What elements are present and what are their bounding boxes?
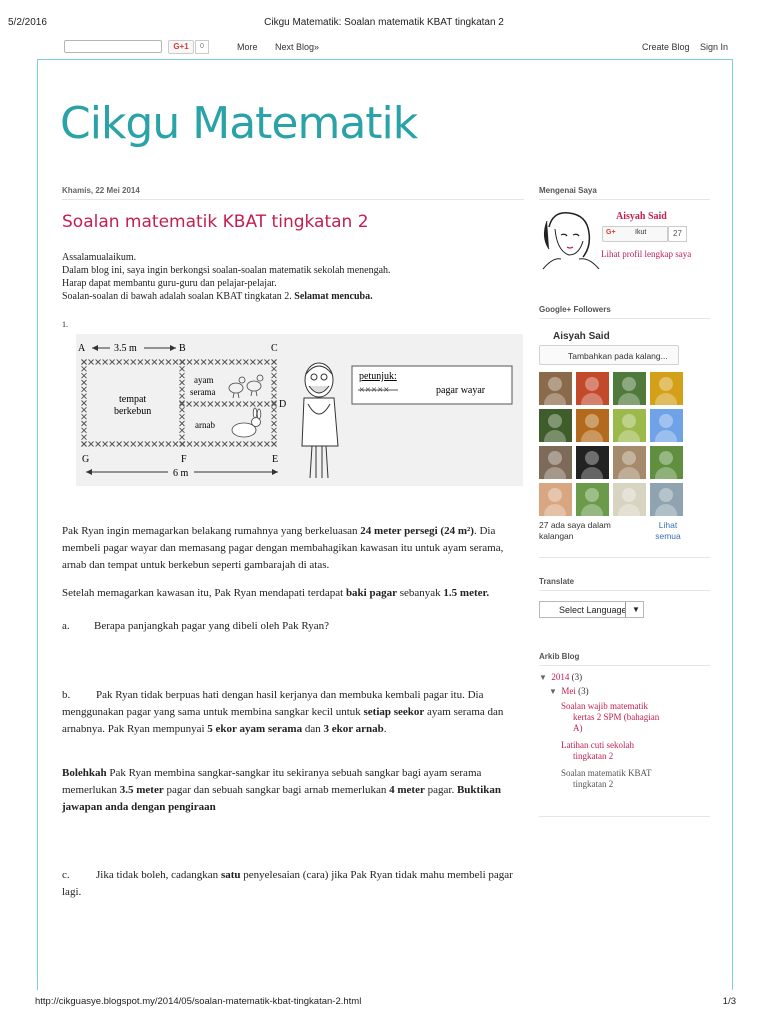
fence-mark: [257, 360, 262, 365]
print-page-number: 1/3: [722, 996, 736, 1007]
fence-mark: [138, 442, 143, 447]
question-b: [62, 687, 522, 738]
gplus-icon: G+: [606, 229, 616, 236]
fence-mark: [82, 407, 87, 412]
follower-avatar[interactable]: [613, 372, 646, 405]
divider: [539, 590, 710, 591]
fence-mark: [145, 360, 150, 365]
fence-mark: [272, 360, 277, 365]
text: pagar.: [424, 784, 457, 796]
divider: [539, 199, 710, 200]
avatar-head-icon: [548, 414, 562, 428]
fence-mark: [236, 360, 241, 365]
region-rabbit: arnab: [195, 420, 215, 430]
fence-mark: [222, 442, 227, 447]
gplus-count: 0: [195, 40, 209, 54]
avatar-head-icon: [585, 451, 599, 465]
divider: [539, 318, 710, 319]
question-label: a.: [62, 620, 70, 632]
text-bold: satu: [220, 869, 241, 881]
intro-bold: Selamat mencuba.: [294, 291, 373, 302]
print-page-title: Cikgu Matematik: Soalan matematik KBAT tingkatan 2: [264, 17, 504, 28]
fence-mark: [110, 442, 115, 447]
fence-mark: [89, 360, 94, 365]
question-number: 1.: [62, 320, 68, 329]
fence-mark: [229, 442, 234, 447]
arrowhead: [272, 469, 278, 475]
text: Pak Ryan membina sangkar-sangkar itu sekiranya sebuah sangkar bagi ayam serama memerlukan: [62, 767, 482, 796]
fence-mark: [180, 360, 185, 365]
fence-mark: [257, 402, 262, 407]
fence-mark: [96, 360, 101, 365]
archive-year-label: 2014: [551, 672, 570, 682]
paragraph-1: [62, 523, 522, 574]
fence-mark: [166, 360, 171, 365]
fence-mark: [159, 360, 164, 365]
blogger-navbar: [60, 37, 740, 57]
text: Pak Ryan ingin memagarkan belakang rumahnya yang berkeluasan: [62, 525, 361, 537]
fence-mark: [110, 360, 115, 365]
fence-mark: [180, 442, 185, 447]
avatar-head-icon: [659, 488, 673, 502]
followers-heading: Google+ Followers: [539, 305, 611, 314]
avatar-head-icon: [659, 451, 673, 465]
fence-mark: [208, 360, 213, 365]
text-bold: baki pagar: [345, 587, 397, 599]
fence-mark: [215, 402, 220, 407]
follower-avatar[interactable]: [539, 372, 572, 405]
text-bold: 3.5 meter: [119, 784, 164, 796]
fence-mark: [82, 387, 87, 392]
fence-mark: [194, 402, 199, 407]
fence-mark: [215, 360, 220, 365]
archive-post-line: Soalan wajib matematik: [561, 701, 648, 711]
fence-mark: [82, 366, 87, 371]
follower-avatar[interactable]: [613, 446, 646, 479]
fence-mark: [272, 414, 277, 419]
avatar-head-icon: [622, 451, 636, 465]
avatar-head-icon: [585, 488, 599, 502]
fence-mark: [215, 442, 220, 447]
follower-avatar[interactable]: [539, 446, 572, 479]
fence-mark: [180, 421, 185, 426]
fence-mark: [180, 366, 185, 371]
text: dan: [302, 723, 324, 735]
print-url: http://cikguasye.blogspot.my/2014/05/soalan-matematik-kbat-tingkatan-2.html: [35, 996, 362, 1007]
archive-post-line: Soalan matematik KBAT: [561, 768, 652, 778]
label-f: F: [181, 454, 187, 465]
fence-mark: [131, 360, 136, 365]
region-chicken: ayam: [194, 375, 214, 385]
fence-mark: [229, 402, 234, 407]
follower-avatar[interactable]: [650, 483, 683, 516]
divider: [62, 199, 524, 200]
text: .: [383, 723, 387, 735]
fence-mark: [180, 414, 185, 419]
fence-mark: [159, 442, 164, 447]
follower-avatar[interactable]: [650, 372, 683, 405]
arrowhead: [170, 345, 176, 351]
fence-mark: [138, 360, 143, 365]
archive-post-link[interactable]: [561, 768, 651, 790]
avatar-head-icon: [585, 377, 599, 391]
follow-label: Ikut: [635, 229, 647, 236]
sign-in-link[interactable]: Sign In: [700, 42, 729, 52]
avatar-head-icon: [548, 377, 562, 391]
region-garden: tempat: [119, 394, 147, 405]
avatar-head-icon: [659, 414, 673, 428]
fence-mark: [82, 435, 87, 440]
fence-mark: [243, 442, 248, 447]
rabbit-icon: [232, 408, 261, 437]
fence-mark: [194, 360, 199, 365]
fence-mark: [272, 380, 277, 385]
avatar-head-icon: [622, 488, 636, 502]
language-select[interactable]: [539, 601, 644, 618]
fence-mark: [229, 360, 234, 365]
follower-avatar[interactable]: [613, 409, 646, 442]
archive-heading: Arkib Blog: [539, 652, 580, 661]
fence-mark: [201, 360, 206, 365]
arrowhead: [86, 469, 92, 475]
fence-mark: [272, 387, 277, 392]
fence-mark: [272, 435, 277, 440]
fence-mark: [264, 442, 269, 447]
fence-diagram: [76, 334, 523, 486]
label-g: G: [82, 454, 90, 465]
text: ayam serama dan arnabnya. Pak Ryan mempunyai: [62, 706, 504, 735]
text: Setelah memagarkan kawasan itu, Pak Ryan mendapati terdapat: [62, 587, 346, 599]
follow-button[interactable]: [602, 226, 668, 242]
fence-mark: [272, 394, 277, 399]
fence-mark: [96, 442, 101, 447]
translate-heading: Translate: [539, 577, 575, 586]
intro-line: Dalam blog ini, saya ingin berkongsi soalan-soalan matematik sekolah menengah.: [62, 265, 391, 276]
fence-mark: [236, 442, 241, 447]
text-bold: 3 ekor arnab: [323, 723, 384, 735]
expand-arrow-icon: ▼: [539, 673, 547, 682]
followers-name[interactable]: Aisyah Said: [553, 331, 610, 342]
avatar-head-icon: [659, 377, 673, 391]
text-bold: 4 meter: [389, 784, 425, 796]
fence-mark: [272, 402, 277, 407]
post-title[interactable]: Soalan matematik KBAT tingkatan 2: [62, 212, 369, 232]
fence-mark: [264, 360, 269, 365]
archive-year[interactable]: [539, 672, 582, 682]
text-bold: 24 meter persegi (24 m²): [360, 525, 474, 537]
fence-mark: [272, 428, 277, 433]
divider: [539, 816, 710, 817]
avatar-head-icon: [622, 414, 636, 428]
archive-post-line: A): [573, 723, 583, 733]
text: sebanyak: [396, 587, 444, 599]
fence-mark: [180, 428, 185, 433]
fence-mark: [236, 402, 241, 407]
fence-mark: [152, 360, 157, 365]
fence-mark: [208, 402, 213, 407]
fence-mark: [272, 366, 277, 371]
fence-mark: [272, 407, 277, 412]
blog-title[interactable]: Cikgu Matematik: [60, 98, 418, 149]
avatar-body-icon: [581, 393, 603, 405]
text-bold: 5 ekor ayam serama: [207, 723, 303, 735]
follower-avatar[interactable]: [576, 372, 609, 405]
follower-avatar[interactable]: [650, 446, 683, 479]
archive-month-label: Mei: [561, 686, 576, 696]
fence-mark: [124, 442, 129, 447]
follower-avatar[interactable]: [576, 446, 609, 479]
fence-mark: [166, 442, 171, 447]
fence-mark: [180, 373, 185, 378]
add-to-circles-button[interactable]: Tambahkan pada kalang...: [539, 345, 679, 365]
text-bold: Buktikan jawapan anda dengan pengiraan: [62, 784, 501, 813]
fence-mark: [272, 373, 277, 378]
fence-mark: [257, 442, 262, 447]
arrowhead: [92, 345, 98, 351]
fence-mark: [243, 360, 248, 365]
fence-mark: [82, 401, 87, 406]
avatar-body-icon: [581, 430, 603, 442]
fence-mark: [82, 360, 87, 365]
fence-mark: [180, 387, 185, 392]
intro-text: Soalan-soalan di bawah adalah soalan KBAT tingkatan 2.: [62, 291, 295, 302]
navbar-search-input[interactable]: [64, 40, 162, 53]
avatar-body-icon: [581, 467, 603, 479]
intro-line: Assalamualaikum.: [62, 252, 137, 263]
fence-mark: [264, 402, 269, 407]
avatar-head-icon: [585, 414, 599, 428]
gplus-one-button[interactable]: G+1: [168, 40, 194, 54]
legend-title: petunjuk:: [359, 371, 397, 382]
text-bold: Bolehkah: [62, 767, 107, 779]
print-date: 5/2/2016: [8, 17, 47, 28]
fence-mark: [180, 402, 185, 407]
question-c: [62, 867, 522, 901]
follower-avatar[interactable]: [613, 483, 646, 516]
question-b-part-2: [62, 765, 522, 816]
region-garden: berkebun: [114, 406, 152, 417]
text: Jika tidak boleh, cadangkan: [96, 869, 221, 881]
language-select-label: Select Language: [559, 605, 627, 615]
follower-avatar[interactable]: [650, 409, 683, 442]
archive-post-link[interactable]: [561, 740, 634, 762]
text: . Dia membeli pagar wayar dan memasang pagar dengan membahagikan kawasan itu untuk ayam serama, arnab dan tempat untuk berkebun seperti gambarajah di atas.: [62, 525, 504, 571]
profile-sketch-icon: [539, 207, 601, 271]
text: penyelesaian (cara) jika Pak Ryan tidak mahu membeli pagar lagi.: [62, 869, 513, 898]
followers-count-line: 27 ada saya dalam: [539, 520, 611, 530]
avatar-body-icon: [581, 504, 603, 516]
chicken-icon: [229, 375, 263, 398]
see-all-line: Lihat: [658, 520, 678, 530]
fence-mark: [131, 442, 136, 447]
fence-mark: [201, 442, 206, 447]
fence-mark: [152, 442, 157, 447]
avatar-body-icon: [618, 393, 640, 405]
avatar-head-icon: [548, 451, 562, 465]
fence-mark: [82, 442, 87, 447]
divider: [625, 602, 626, 617]
dim-label-bottom: 6 m: [173, 468, 189, 479]
label-b: B: [179, 343, 186, 354]
expand-arrow-icon: ▼: [549, 687, 557, 696]
fence-mark: [208, 442, 213, 447]
archive-month[interactable]: [549, 686, 589, 696]
avatar-body-icon: [618, 504, 640, 516]
question-text: Berapa panjangkah pagar yang dibeli oleh Pak Ryan?: [94, 620, 330, 632]
fence-mark: [222, 402, 227, 407]
fence-mark: [82, 380, 87, 385]
label-e: E: [272, 454, 279, 465]
fence-mark: [180, 435, 185, 440]
fence-mark: [272, 442, 277, 447]
question-label: c.: [62, 869, 70, 881]
follower-avatar[interactable]: [539, 483, 572, 516]
divider: [539, 665, 710, 666]
question-a: [62, 618, 522, 635]
fence-mark: [222, 360, 227, 365]
see-all-line: semua: [655, 531, 681, 541]
avatar-head-icon: [622, 377, 636, 391]
text: pagar dan sebuah sangkar bagi arnab memerlukan: [163, 784, 390, 796]
follower-avatar[interactable]: [576, 409, 609, 442]
region-chicken: serama: [190, 387, 216, 397]
archive-count: (3): [578, 686, 589, 696]
fence-mark: [272, 401, 277, 406]
fence-mark: [201, 402, 206, 407]
fence-mark: [82, 394, 87, 399]
fence-mark: [250, 442, 255, 447]
avatar-body-icon: [618, 430, 640, 442]
fence-mark: [89, 442, 94, 447]
fence-mark: [250, 402, 255, 407]
avatar-body-icon: [544, 430, 566, 442]
fence-mark: [82, 373, 87, 378]
intro-line: Harap dapat membantu guru-guru dan pelajar-pelajar.: [62, 278, 277, 289]
fence-mark: [180, 394, 185, 399]
next-blog-link[interactable]: Next Blog»: [275, 42, 320, 52]
divider: [539, 557, 710, 558]
label-a: A: [78, 343, 86, 354]
profile-name[interactable]: Aisyah Said: [616, 211, 667, 222]
avatar-body-icon: [544, 504, 566, 516]
dropdown-arrow-icon: ▼: [632, 605, 640, 614]
follower-avatar[interactable]: [539, 409, 572, 442]
label-d: D: [279, 399, 287, 410]
fence-mark: [180, 380, 185, 385]
legend-label: pagar wayar: [436, 385, 486, 396]
legend-symbol: ×××××: [359, 385, 390, 396]
avatar-body-icon: [655, 430, 677, 442]
fence-diagram-svg: [76, 334, 523, 486]
archive-post-line: kertas 2 SPM (bahagian: [573, 712, 660, 722]
fence-mark: [173, 442, 178, 447]
avatar-body-icon: [544, 393, 566, 405]
fence-mark: [187, 442, 192, 447]
dim-label-top: 3.5 m: [114, 343, 137, 354]
intro-line: [62, 290, 373, 303]
fence-mark: [187, 360, 192, 365]
avatar-head-icon: [548, 488, 562, 502]
man-figure-icon: [302, 363, 338, 478]
fence-mark: [243, 402, 248, 407]
fence-mark: [124, 360, 129, 365]
text: Pak Ryan tidak berpuas hati dengan hasil kerjanya dan membuka kembali pagar itu. Dia menggunakan pagar yang sama untuk membina sangkar kecil untuk: [62, 689, 484, 718]
fence-mark: [103, 442, 108, 447]
fence-mark: [145, 442, 150, 447]
fence-mark: [82, 414, 87, 419]
followers-count: [539, 520, 611, 542]
question-label: b.: [62, 689, 71, 701]
archive-post-line: Latihan cuti sekolah: [561, 740, 634, 750]
archive-count: (3): [571, 672, 583, 682]
avatar-body-icon: [618, 467, 640, 479]
fence-mark: [103, 360, 108, 365]
fence-mark: [194, 442, 199, 447]
fence-mark: [117, 442, 122, 447]
fence-mark: [187, 402, 192, 407]
more-link[interactable]: More: [237, 42, 258, 52]
text-bold: 1.5 meter.: [443, 587, 490, 599]
avatar-body-icon: [655, 504, 677, 516]
fence-mark: [180, 401, 185, 406]
archive-post-line: tingkatan 2: [573, 751, 614, 761]
followers-count-line: kalangan: [539, 531, 574, 541]
follower-avatar[interactable]: [576, 483, 609, 516]
see-all-link[interactable]: [652, 520, 684, 542]
profile-photo[interactable]: [539, 207, 601, 271]
create-blog-link[interactable]: Create Blog: [642, 42, 690, 52]
avatar-body-icon: [544, 467, 566, 479]
label-c: C: [271, 343, 278, 354]
profile-link[interactable]: Lihat profil lengkap saya: [601, 249, 692, 259]
follow-count: 27: [668, 226, 687, 242]
fence-mark: [250, 360, 255, 365]
avatar-body-icon: [655, 467, 677, 479]
paragraph-2: [62, 585, 522, 602]
fence-mark: [82, 421, 87, 426]
about-heading: Mengenai Saya: [539, 186, 597, 195]
fence-mark: [173, 360, 178, 365]
post-date: Khamis, 22 Mei 2014: [62, 186, 140, 195]
fence-mark: [272, 421, 277, 426]
fence-mark: [117, 360, 122, 365]
archive-post-line: tingkatan 2: [573, 779, 614, 789]
text-bold: setiap seekor: [363, 706, 425, 718]
fence-mark: [180, 407, 185, 412]
avatar-body-icon: [655, 393, 677, 405]
fence-mark: [82, 428, 87, 433]
archive-post-link[interactable]: [561, 701, 659, 734]
